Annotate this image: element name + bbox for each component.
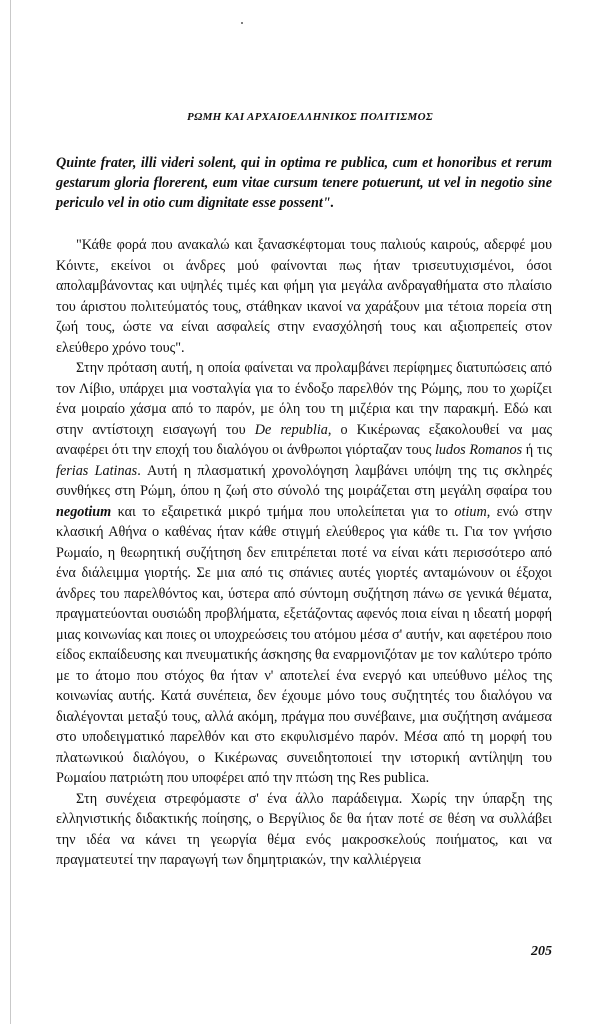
text-run: . Αυτή η πλασματική χρονολόγηση λαμβάνει υπόψη της τις σκληρές συνθήκες στη Ρώμη, όπου η ζωή στο σύνολό της μοιράζεται στη μεγάλη σφαίρα του [56, 462, 552, 499]
text-run: , ενώ στην κλασική Αθήνα ο καθένας ήταν κάθε στιγμή ελεύθερος για κάθε τι. Για τον γνήσιο Ρωμαίο, η θεωρητική συζήτηση δεν επιτρέπεται ποτέ να είναι κάτι περισσότερο από ένα διάλειμμα γιορτής. Σε μια από τις σπάνιες αυτές γιορτές ανταμώνουν οι έξοχοι άνδρες του παρελθόντος και, ύστερα από σύντομη συζήτηση πάνω σε γενικά θέματα, πραγματεύονται ουσιώδη προβλήματα, εξετάζοντας αφενός ποια είναι η ιδεατή μορφή μιας κοινωνίας και ποιες οι υποχρεώσεις του ατόμου μέσα σ' αυτήν, και αφετέρου ποιο είδος εκπαίδευσης και πνευματικής άσκησης θα εναρμονιζόταν με τον καλύτερο τρόπο με το άτομο που στόχος θα ήταν ν' αποτελεί ένα ενεργό και υπεύθυνο μέλος της κοινωνίας αυτής. Κατά συνέπεια, δεν έχουμε μόνο τους συζητητές του διαλόγου να διαλέγονται μεταξύ τους, αλλά ακόμη, πράγμα που συνέβαινε, μια συζήτηση ανάμεσα στο υποδειγματικό παρελθόν και στο εκφυλισμένο παρόν. Μέσα από τη μορφή του πλατωνικού διαλόγου, ο Κικέρωνας συνειδητοποιεί την ιστορική αντίληψη του Ρωμαίου πατριώτη που υποφέρει από την πτώση της Res publica. [56, 503, 552, 786]
text-run: και το εξαιρετικά μικρό τμήμα που υπολείπεται για το [111, 503, 455, 520]
latin-epigraph: Quinte frater, illi videri solent, qui in optima re publica, cum et honoribus et rerum gestarum gloria florerent, eum vitae cursum tenere potuerunt, ut vel in negotio sine periculo vel in otio cum dignitate esse possent". [56, 155, 552, 211]
page-number: 205 [531, 944, 552, 959]
italic-term-ferias-latinas: ferias Latinas [56, 462, 138, 479]
running-header: ΡΩΜΗ ΚΑΙ ΑΡΧΑΙΟΕΛΛΗΝΙΚΟΣ ΠΟΛΙΤΙΣΜΟΣ [187, 111, 433, 123]
body-text [56, 235, 552, 871]
italic-term-otium: otium [454, 503, 487, 520]
italic-term-ludos-romanos: ludos Romanos [434, 442, 523, 458]
text-run: , ο Κικέρωνας εξακολουθεί να μας αναφέρει ότι την εποχή του διαλόγου οι άνθρωποι γιόρταζαν τους [56, 421, 553, 458]
paragraph-virgil: Στη συνέχεια στρεφόμαστε σ' ένα άλλο παράδειγμα. Χωρίς την ύπαρξη της ελληνιστικής διδακτικής ποίησης, ο Βεργίλιος δε θα ήταν ποτέ σε θέση να συλλάβει την ιδέα να κάνει τη γεωργία θέμα ενός μακροσκελούς ποιήματος, και να πραγματευτεί την παραγωγή των δημητριακών, την καλλιέργεια [56, 790, 552, 868]
paragraph-commentary [56, 358, 552, 789]
scan-speck [241, 22, 243, 24]
binding-edge-line [10, 0, 11, 1024]
paragraph-translation: "Κάθε φορά που ανακαλώ και ξανασκέφτομαι τους παλιούς καιρούς, αδερφέ μου Κόιντε, εκείνοι οι άνδρες μού φαίνονται πως ήταν τρισευτυχισμένοι, όσοι απολαμβάνοντας και υψηλές τιμές και φήμη για μεγάλα ανδραγαθήματα στο πλαίσιο του άριστου πολιτεύματός τους, στάθηκαν ικανοί να χαράξουν μια τέτοια πορεία στη ζωή τους, ώστε να είναι ασφαλείς στην ενασχόλησή τους και αξιοπρεπείς στον ελεύθερο χρόνο τους". [56, 237, 552, 356]
italic-term-de-republia: De republia [254, 421, 328, 438]
text-run: Στην πρόταση αυτή, η οποία φαίνεται να προλαμβάνει περίφημες διατυπώσεις από τον Λίβιο, υπάρχει μια νοσταλγία για το ένδοξο παρελθόν της Ρώμης, που το χωρίζει ένα μοιραίο χάσμα από το παρόν, με όλη του τη μιζέρια και την παρακμή. Εδώ και στην αντίστοιχη εισαγωγή του [56, 360, 552, 438]
italic-term-negotium: negotium [56, 503, 112, 520]
text-run: ή τις [522, 442, 552, 458]
